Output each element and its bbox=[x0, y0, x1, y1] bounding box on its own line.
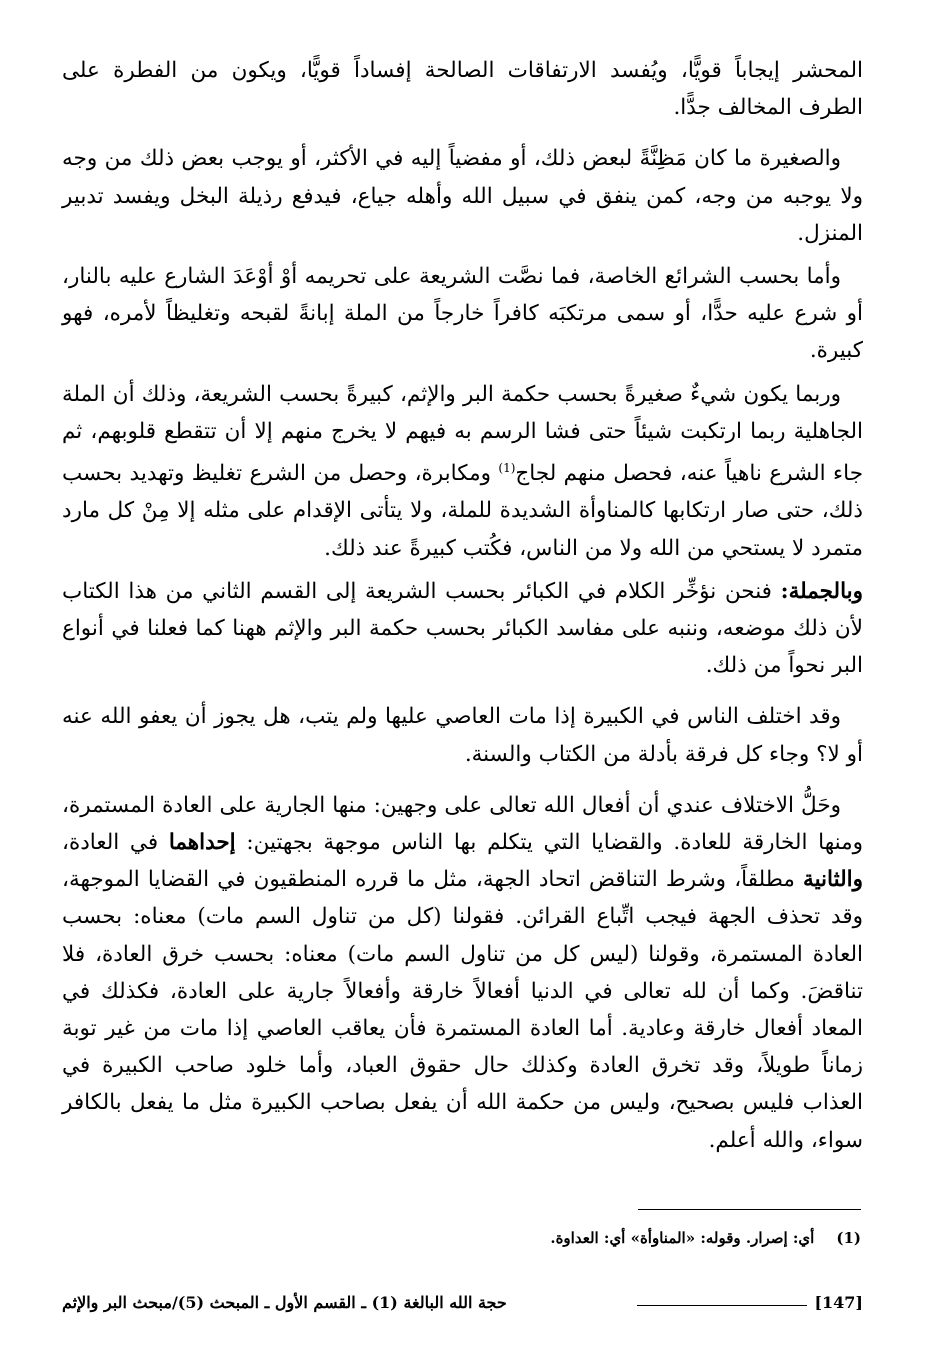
bold-term: والثانية bbox=[803, 867, 863, 893]
paragraph-1 bbox=[62, 52, 863, 126]
page-number: [147] bbox=[814, 1293, 863, 1312]
footer-rule bbox=[637, 1305, 807, 1306]
footnote-text: أي: إصرار. وقوله: «المناوأة» أي: العداوة. bbox=[550, 1229, 815, 1247]
paragraph-text: وأما بحسب الشرائع الخاصة، فما نصَّت الشريعة على تحريمه أوْ أوْعَدَ الشارع عليه بالنار، أو شرع عليه حدًّا، أو سمى مرتكبَه كافراً خارجاً من الملة إبانةً لقبحه وتغليظاً لأمره، فهو كبيرة. bbox=[62, 264, 863, 364]
paragraph-text: وربما يكون شيءٌ صغيرةً بحسب حكمة البر والإثم، كبيرةً بحسب الشريعة، وذلك أن الملة الجاهلية ربما ارتكبت شيئاً حتى فشا الرسم به فيهم لا يخرج منهم إلا أن تتقطع قلوبهم، ثم جاء الشرع ناهياً عنه، فحصل منهم لجاج bbox=[62, 381, 863, 487]
paragraph-text: ومكابرة، وحصل من الشرع تغليظ وتهديد بحسب ذلك، حتى صار ارتكابها كالمناوأة الشديدة للملة، ولا يتأتى الإقدام على مثله إلا مِنْ كل مارد متمرد لا يستحي من الله ولا من الناس، فكُتب كبيرةً عند ذلك. bbox=[62, 461, 863, 561]
page-footer bbox=[62, 1293, 863, 1323]
paragraph-text: في العادة، bbox=[62, 830, 169, 856]
paragraph-text: وقد اختلف الناس في الكبيرة إذا مات العاصي عليها ولم يتب، هل يجوز أن يعفو الله عنه أو لا؟ وجاء كل فرقة بأدلة من الكتاب والسنة. bbox=[62, 704, 863, 767]
paragraph-text: مطلقاً، وشرط التناقض اتحاد الجهة، مثل ما قرره المنطقيون في القضايا الموجهة، وقد تحذف الجهة فيجب اتِّباع القرائن. فقولنا (كل من تناول السم مات) معناه: بحسب العادة المستمرة، وقولنا (ليس كل من تناول السم مات) معناه: بحسب خرق العادة، فلا تناقضَ. وكما أن لله تعالى في الدنيا أفعالاً خارقة وأفعالاً جارية على العادة، فكذلك في المعاد أفعال خارقة وعادية. أما العادة المستمرة فأن يعاقب العاصي إذا مات من غير توبة زماناً طويلاً، وقد تخرق العادة وكذلك حال حقوق العباد، وأما خلود صاحب الكبيرة في العذاب فليس بصحيح، وليس من حكمة الله أن يفعل بصاحب الكبيرة مثل ما يفعل بالكافر سواء، والله أعلم. bbox=[62, 867, 863, 1153]
paragraph-6 bbox=[62, 698, 863, 772]
footnote-number: (1) bbox=[836, 1229, 861, 1247]
footnote bbox=[550, 1227, 861, 1249]
paragraph-lead: وبالجملة: bbox=[780, 578, 863, 604]
paragraph-3 bbox=[62, 258, 863, 370]
paragraph-text: وحَلُّ الاختلاف عندي أن أفعال الله تعالى على وجهين: منها الجارية على العادة المستمرة، ومنها الخارقة للعادة. والقضايا التي يتكلم بها الناس موجهة بجهتين: bbox=[62, 792, 863, 856]
paragraph-4 bbox=[62, 376, 863, 567]
paragraph-text: المحشر إيجاباً قويًّا، ويُفسد الارتفاقات الصالحة إفساداً قويًّا، ويكون من الفطرة على الطرف المخالف جدًّا. bbox=[62, 58, 863, 121]
paragraph-7 bbox=[62, 787, 863, 1159]
footnote-marker: (1) bbox=[498, 461, 516, 476]
paragraph-5 bbox=[62, 573, 863, 685]
bold-term: إحداهما bbox=[168, 830, 236, 856]
paragraph-2 bbox=[62, 140, 863, 252]
footnote-divider bbox=[638, 1209, 861, 1210]
page-body bbox=[62, 52, 863, 1159]
running-head: حجة الله البالغة (1) ـ القسم الأول ـ المبحث (5)/مبحث البر والإثم bbox=[62, 1293, 507, 1312]
paragraph-text: والصغيرة ما كان مَظِنَّةً لبعض ذلك، أو مفضياً إليه في الأكثر، أو يوجب بعض ذلك من وجه ولا يوجبه من وجه، كمن ينفق في سبيل الله وأهله جياع، فيدفع رذيلة البخل ويفسد تدبير المنزل. bbox=[62, 146, 863, 246]
paragraph-text: فنحن نؤخِّر الكلام في الكبائر بحسب الشريعة إلى القسم الثاني من هذا الكتاب لأن ذلك موضعه، وننبه على مفاسد الكبائر بحسب حكمة البر والإثم ههنا كما فعلنا في أنواع البر نحواً من ذلك. bbox=[62, 578, 863, 679]
